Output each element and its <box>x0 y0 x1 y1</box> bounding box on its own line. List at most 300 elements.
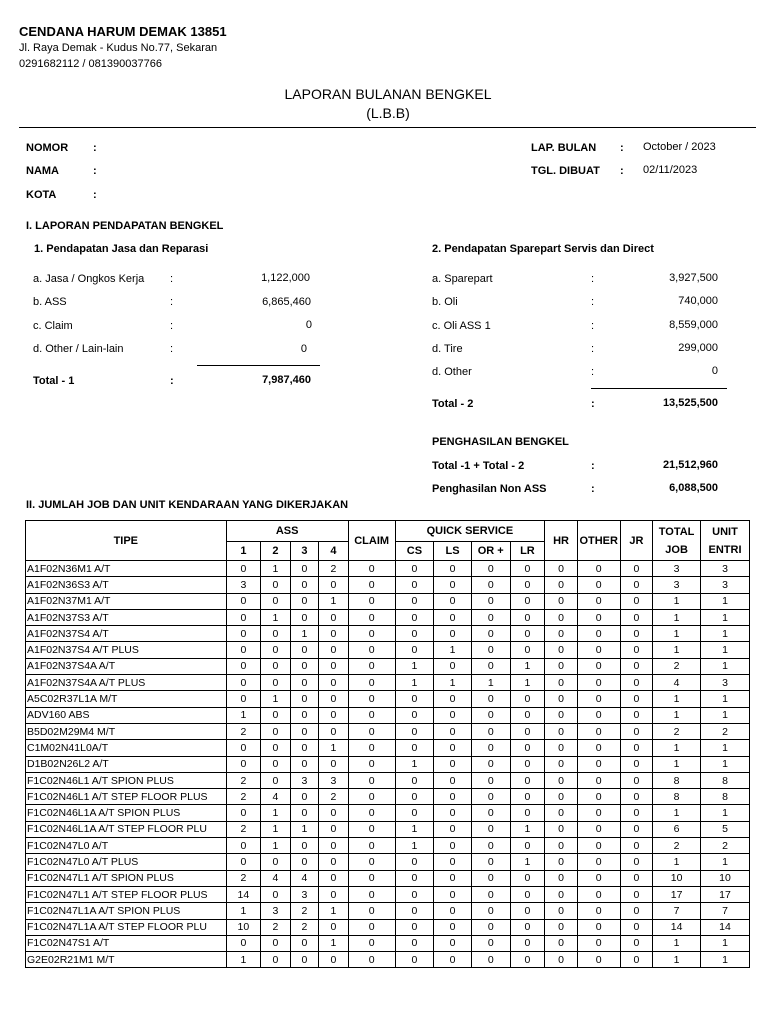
cell-or: 0 <box>471 838 510 854</box>
cell-ass-2: 1 <box>261 561 291 577</box>
kota-colon: : <box>93 189 97 201</box>
cell-ass-1: 2 <box>226 789 261 805</box>
cell-lr: 0 <box>510 935 545 951</box>
cell-ls: 0 <box>434 886 472 902</box>
cell-ass-3: 0 <box>290 707 319 723</box>
cell-ass-4: 0 <box>319 642 349 658</box>
cell-ass-4: 0 <box>319 952 349 968</box>
cell-or: 0 <box>471 903 510 919</box>
left-item-label: b. ASS <box>33 296 67 308</box>
cell-claim: 0 <box>348 675 395 691</box>
cell-other: 0 <box>577 789 620 805</box>
cell-ass-2: 1 <box>261 838 291 854</box>
cell-lr: 0 <box>510 642 545 658</box>
cell-tipe: A1F02N36M1 A/T <box>26 561 227 577</box>
cell-cs: 0 <box>395 707 434 723</box>
cell-unit-entri: 10 <box>701 870 750 886</box>
cell-or: 0 <box>471 691 510 707</box>
cell-or: 0 <box>471 740 510 756</box>
col-ass-2-header: 2 <box>261 542 291 561</box>
header-divider <box>19 127 756 128</box>
col-lr-header: LR <box>510 542 545 561</box>
right-item-value: 8,559,000 <box>669 319 718 331</box>
right-item-colon: : <box>591 296 595 308</box>
cell-ls: 0 <box>434 658 472 674</box>
report-title: LAPORAN BULANAN BENGKEL <box>284 86 492 102</box>
right-item-label: b. Oli <box>432 296 458 308</box>
col-cs-header: CS <box>395 542 434 561</box>
cell-hr: 0 <box>545 707 578 723</box>
cell-hr: 0 <box>545 642 578 658</box>
col-or-header: OR + <box>471 542 510 561</box>
table-row <box>26 821 750 837</box>
cell-ass-3: 3 <box>290 772 319 788</box>
table-row <box>26 626 750 642</box>
cell-claim: 0 <box>348 854 395 870</box>
table-row <box>26 952 750 968</box>
cell-hr: 0 <box>545 723 578 739</box>
cell-hr: 0 <box>545 952 578 968</box>
right-total-value: 13,525,500 <box>662 397 718 409</box>
cell-lr: 1 <box>510 821 545 837</box>
cell-unit-entri: 7 <box>701 903 750 919</box>
cell-or: 0 <box>471 886 510 902</box>
right-item-colon: : <box>591 343 595 355</box>
cell-hr: 0 <box>545 805 578 821</box>
cell-ls: 1 <box>434 642 472 658</box>
cell-unit-entri: 1 <box>701 805 750 821</box>
cell-jr: 0 <box>620 870 653 886</box>
cell-other: 0 <box>577 838 620 854</box>
cell-claim: 0 <box>348 626 395 642</box>
right-item-value: 740,000 <box>678 295 718 307</box>
cell-tipe: F1C02N46L1A A/T SPION PLUS <box>26 805 227 821</box>
table-row <box>26 935 750 951</box>
cell-lr: 1 <box>510 675 545 691</box>
lap-bulan-value: October / 2023 <box>643 141 716 153</box>
cell-other: 0 <box>577 805 620 821</box>
cell-ass-2: 0 <box>261 577 291 593</box>
table-row <box>26 919 750 935</box>
table-row <box>26 658 750 674</box>
cell-other: 0 <box>577 772 620 788</box>
cell-lr: 0 <box>510 886 545 902</box>
cell-ass-3: 0 <box>290 561 319 577</box>
cell-lr: 0 <box>510 772 545 788</box>
cell-claim: 0 <box>348 903 395 919</box>
cell-jr: 0 <box>620 919 653 935</box>
lap-bulan-colon: : <box>620 142 624 154</box>
table-row <box>26 691 750 707</box>
col-ls-header: LS <box>434 542 472 561</box>
cell-total-job: 8 <box>653 772 701 788</box>
report-subtitle: (L.B.B) <box>366 105 410 121</box>
table-row <box>26 789 750 805</box>
left-item-colon: : <box>170 296 174 308</box>
cell-ass-3: 2 <box>290 919 319 935</box>
penghasilan-total-label: Total -1 + Total - 2 <box>432 460 525 472</box>
cell-jr: 0 <box>620 756 653 772</box>
cell-cs: 0 <box>395 723 434 739</box>
cell-ass-3: 2 <box>290 903 319 919</box>
cell-or: 0 <box>471 756 510 772</box>
cell-or: 0 <box>471 919 510 935</box>
cell-cs: 1 <box>395 821 434 837</box>
cell-other: 0 <box>577 952 620 968</box>
cell-other: 0 <box>577 740 620 756</box>
cell-ass-4: 0 <box>319 854 349 870</box>
cell-unit-entri: 1 <box>701 935 750 951</box>
cell-ass-4: 2 <box>319 561 349 577</box>
cell-ass-1: 0 <box>226 675 261 691</box>
cell-ass-4: 0 <box>319 919 349 935</box>
cell-or: 0 <box>471 952 510 968</box>
cell-unit-entri: 1 <box>701 952 750 968</box>
cell-claim: 0 <box>348 789 395 805</box>
left-item-colon: : <box>170 273 174 285</box>
left-item-label: d. Other / Lain-lain <box>33 343 124 355</box>
cell-cs: 1 <box>395 756 434 772</box>
cell-ass-1: 0 <box>226 935 261 951</box>
cell-or: 1 <box>471 675 510 691</box>
left-item-value: 6,865,460 <box>262 296 311 308</box>
cell-ass-3: 0 <box>290 935 319 951</box>
right-item-value: 3,927,500 <box>669 272 718 284</box>
job-table <box>25 520 750 968</box>
cell-ls: 0 <box>434 854 472 870</box>
cell-tipe: A1F02N37S4 A/T PLUS <box>26 642 227 658</box>
cell-other: 0 <box>577 642 620 658</box>
cell-jr: 0 <box>620 886 653 902</box>
cell-tipe: A5C02R37L1A M/T <box>26 691 227 707</box>
cell-ls: 0 <box>434 577 472 593</box>
cell-claim: 0 <box>348 772 395 788</box>
cell-other: 0 <box>577 593 620 609</box>
right-item-label: d. Tire <box>432 343 463 355</box>
table-row <box>26 675 750 691</box>
col-quick-service-header: QUICK SERVICE <box>395 521 545 542</box>
cell-other: 0 <box>577 870 620 886</box>
cell-tipe: F1C02N47L0 A/T PLUS <box>26 854 227 870</box>
cell-other: 0 <box>577 658 620 674</box>
cell-lr: 0 <box>510 838 545 854</box>
cell-ass-1: 0 <box>226 593 261 609</box>
cell-total-job: 1 <box>653 756 701 772</box>
cell-cs: 0 <box>395 789 434 805</box>
cell-ass-3: 1 <box>290 821 319 837</box>
cell-or: 0 <box>471 577 510 593</box>
table-row <box>26 593 750 609</box>
cell-ass-2: 0 <box>261 952 291 968</box>
cell-claim: 0 <box>348 577 395 593</box>
cell-unit-entri: 1 <box>701 609 750 625</box>
right-item-colon: : <box>591 320 595 332</box>
cell-total-job: 14 <box>653 919 701 935</box>
cell-jr: 0 <box>620 772 653 788</box>
cell-ass-4: 0 <box>319 870 349 886</box>
cell-cs: 1 <box>395 658 434 674</box>
cell-ls: 0 <box>434 561 472 577</box>
total-header-bottom: JOB <box>665 543 688 556</box>
cell-total-job: 1 <box>653 952 701 968</box>
cell-hr: 0 <box>545 789 578 805</box>
cell-tipe: B5D02M29M4 M/T <box>26 723 227 739</box>
cell-ass-3: 0 <box>290 805 319 821</box>
cell-ass-1: 0 <box>226 805 261 821</box>
cell-jr: 0 <box>620 707 653 723</box>
cell-ass-1: 3 <box>226 577 261 593</box>
cell-claim: 0 <box>348 609 395 625</box>
cell-lr: 0 <box>510 870 545 886</box>
cell-ass-3: 3 <box>290 886 319 902</box>
cell-jr: 0 <box>620 609 653 625</box>
cell-ass-1: 0 <box>226 642 261 658</box>
cell-jr: 0 <box>620 935 653 951</box>
table-row <box>26 577 750 593</box>
cell-hr: 0 <box>545 772 578 788</box>
cell-hr: 0 <box>545 740 578 756</box>
cell-ass-4: 0 <box>319 691 349 707</box>
section1-right-title: 2. Pendapatan Sparepart Servis dan Direct <box>432 243 654 255</box>
cell-lr: 1 <box>510 658 545 674</box>
cell-jr: 0 <box>620 952 653 968</box>
table-row <box>26 756 750 772</box>
cell-ass-2: 0 <box>261 935 291 951</box>
cell-unit-entri: 1 <box>701 854 750 870</box>
cell-ls: 0 <box>434 772 472 788</box>
col-ass-1-header: 1 <box>226 542 261 561</box>
cell-jr: 0 <box>620 691 653 707</box>
cell-unit-entri: 1 <box>701 756 750 772</box>
cell-ass-1: 0 <box>226 609 261 625</box>
table-row <box>26 561 750 577</box>
cell-tipe: F1C02N47L1A A/T SPION PLUS <box>26 903 227 919</box>
cell-ass-4: 0 <box>319 658 349 674</box>
company-phone: 0291682112 / 081390037766 <box>19 58 162 70</box>
cell-ass-4: 2 <box>319 789 349 805</box>
cell-ass-1: 2 <box>226 723 261 739</box>
cell-tipe: F1C02N47S1 A/T <box>26 935 227 951</box>
cell-other: 0 <box>577 723 620 739</box>
cell-ass-4: 0 <box>319 723 349 739</box>
cell-tipe: A1F02N37M1 A/T <box>26 593 227 609</box>
cell-total-job: 1 <box>653 691 701 707</box>
cell-tipe: F1C02N46L1A A/T STEP FLOOR PLU <box>26 821 227 837</box>
cell-ass-3: 4 <box>290 870 319 886</box>
cell-ass-1: 1 <box>226 952 261 968</box>
cell-tipe: F1C02N47L1 A/T SPION PLUS <box>26 870 227 886</box>
section1-left-title: 1. Pendapatan Jasa dan Reparasi <box>34 243 209 255</box>
cell-cs: 0 <box>395 870 434 886</box>
company-name: CENDANA HARUM DEMAK 13851 <box>19 24 227 39</box>
cell-ass-4: 0 <box>319 821 349 837</box>
penghasilan-title: PENGHASILAN BENGKEL <box>432 436 569 448</box>
cell-lr: 1 <box>510 854 545 870</box>
cell-hr: 0 <box>545 935 578 951</box>
cell-ass-1: 2 <box>226 870 261 886</box>
cell-ass-4: 0 <box>319 805 349 821</box>
cell-cs: 0 <box>395 903 434 919</box>
cell-ass-3: 0 <box>290 854 319 870</box>
section1-title: I. LAPORAN PENDAPATAN BENGKEL <box>26 220 224 232</box>
table-row <box>26 609 750 625</box>
cell-other: 0 <box>577 854 620 870</box>
cell-hr: 0 <box>545 658 578 674</box>
col-ass-3-header: 3 <box>290 542 319 561</box>
cell-jr: 0 <box>620 740 653 756</box>
cell-ls: 0 <box>434 838 472 854</box>
cell-claim: 0 <box>348 935 395 951</box>
cell-other: 0 <box>577 626 620 642</box>
cell-cs: 0 <box>395 691 434 707</box>
cell-claim: 0 <box>348 691 395 707</box>
cell-ass-1: 0 <box>226 854 261 870</box>
table-row <box>26 772 750 788</box>
unit-header-bottom: ENTRI <box>708 543 742 556</box>
cell-tipe: A1F02N37S4A A/T <box>26 658 227 674</box>
right-item-label: d. Other <box>432 366 472 378</box>
penghasilan-non-ass-label: Penghasilan Non ASS <box>432 483 547 495</box>
cell-ass-3: 0 <box>290 593 319 609</box>
cell-jr: 0 <box>620 903 653 919</box>
cell-claim: 0 <box>348 561 395 577</box>
company-address: Jl. Raya Demak - Kudus No.77, Sekaran <box>19 42 218 54</box>
cell-hr: 0 <box>545 593 578 609</box>
cell-lr: 0 <box>510 626 545 642</box>
cell-ass-4: 1 <box>319 740 349 756</box>
table-row <box>26 854 750 870</box>
cell-ass-4: 0 <box>319 609 349 625</box>
cell-ass-3: 0 <box>290 691 319 707</box>
col-ass-4-header: 4 <box>319 542 349 561</box>
cell-total-job: 2 <box>653 723 701 739</box>
cell-total-job: 17 <box>653 886 701 902</box>
cell-total-job: 1 <box>653 805 701 821</box>
cell-other: 0 <box>577 903 620 919</box>
cell-ass-2: 0 <box>261 626 291 642</box>
cell-tipe: A1F02N36S3 A/T <box>26 577 227 593</box>
cell-ass-1: 1 <box>226 707 261 723</box>
cell-total-job: 1 <box>653 707 701 723</box>
table-row <box>26 740 750 756</box>
cell-jr: 0 <box>620 593 653 609</box>
cell-ass-2: 0 <box>261 772 291 788</box>
cell-ass-2: 0 <box>261 593 291 609</box>
cell-cs: 1 <box>395 838 434 854</box>
cell-hr: 0 <box>545 821 578 837</box>
cell-total-job: 10 <box>653 870 701 886</box>
cell-hr: 0 <box>545 854 578 870</box>
cell-unit-entri: 3 <box>701 675 750 691</box>
cell-ls: 0 <box>434 723 472 739</box>
cell-claim: 0 <box>348 952 395 968</box>
left-item-value: 1,122,000 <box>261 272 310 284</box>
cell-lr: 0 <box>510 789 545 805</box>
cell-ass-2: 0 <box>261 854 291 870</box>
cell-claim: 0 <box>348 838 395 854</box>
cell-claim: 0 <box>348 740 395 756</box>
cell-or: 0 <box>471 854 510 870</box>
cell-total-job: 3 <box>653 577 701 593</box>
cell-total-job: 4 <box>653 675 701 691</box>
cell-ass-2: 0 <box>261 707 291 723</box>
penghasilan-non-ass-value: 6,088,500 <box>669 482 718 494</box>
table-row <box>26 642 750 658</box>
cell-ls: 0 <box>434 707 472 723</box>
cell-ls: 1 <box>434 675 472 691</box>
cell-ls: 0 <box>434 952 472 968</box>
table-row <box>26 838 750 854</box>
cell-ass-3: 0 <box>290 577 319 593</box>
right-item-label: a. Sparepart <box>432 273 493 285</box>
cell-jr: 0 <box>620 789 653 805</box>
cell-jr: 0 <box>620 658 653 674</box>
cell-ls: 0 <box>434 919 472 935</box>
cell-unit-entri: 3 <box>701 577 750 593</box>
cell-tipe: F1C02N46L1 A/T SPION PLUS <box>26 772 227 788</box>
cell-tipe: F1C02N47L0 A/T <box>26 838 227 854</box>
cell-cs: 0 <box>395 609 434 625</box>
tgl-dibuat-value: 02/11/2023 <box>643 164 698 176</box>
cell-ls: 0 <box>434 593 472 609</box>
cell-jr: 0 <box>620 723 653 739</box>
cell-ass-2: 2 <box>261 919 291 935</box>
cell-ass-3: 1 <box>290 626 319 642</box>
unit-header-top: UNIT <box>712 525 738 538</box>
cell-total-job: 2 <box>653 658 701 674</box>
penghasilan-total-colon: : <box>591 460 595 472</box>
cell-ass-2: 0 <box>261 756 291 772</box>
cell-ass-3: 0 <box>290 723 319 739</box>
cell-lr: 0 <box>510 919 545 935</box>
cell-ass-4: 1 <box>319 593 349 609</box>
cell-cs: 0 <box>395 919 434 935</box>
cell-lr: 0 <box>510 952 545 968</box>
table-row <box>26 886 750 902</box>
cell-total-job: 6 <box>653 821 701 837</box>
cell-hr: 0 <box>545 919 578 935</box>
cell-jr: 0 <box>620 577 653 593</box>
cell-total-job: 3 <box>653 561 701 577</box>
cell-other: 0 <box>577 756 620 772</box>
cell-ass-2: 0 <box>261 658 291 674</box>
cell-hr: 0 <box>545 886 578 902</box>
cell-total-job: 1 <box>653 935 701 951</box>
cell-or: 0 <box>471 805 510 821</box>
col-total-job-header <box>653 521 701 561</box>
cell-or: 0 <box>471 723 510 739</box>
left-item-colon: : <box>170 343 174 355</box>
col-jr-header: JR <box>620 521 653 561</box>
cell-ass-1: 0 <box>226 691 261 707</box>
cell-ass-3: 0 <box>290 756 319 772</box>
cell-tipe: F1C02N47L1 A/T STEP FLOOR PLUS <box>26 886 227 902</box>
cell-ass-2: 0 <box>261 886 291 902</box>
tgl-dibuat-label: TGL. DIBUAT <box>531 165 600 177</box>
cell-ls: 0 <box>434 626 472 642</box>
left-item-value: 0 <box>300 343 307 355</box>
cell-ass-3: 0 <box>290 658 319 674</box>
cell-lr: 0 <box>510 577 545 593</box>
cell-ass-2: 0 <box>261 675 291 691</box>
cell-total-job: 8 <box>653 789 701 805</box>
cell-tipe: A1F02N37S3 A/T <box>26 609 227 625</box>
cell-claim: 0 <box>348 707 395 723</box>
left-total-label: Total - 1 <box>33 375 75 387</box>
cell-ass-2: 1 <box>261 805 291 821</box>
left-total-value: 7,987,460 <box>262 374 311 386</box>
cell-ass-3: 0 <box>290 675 319 691</box>
